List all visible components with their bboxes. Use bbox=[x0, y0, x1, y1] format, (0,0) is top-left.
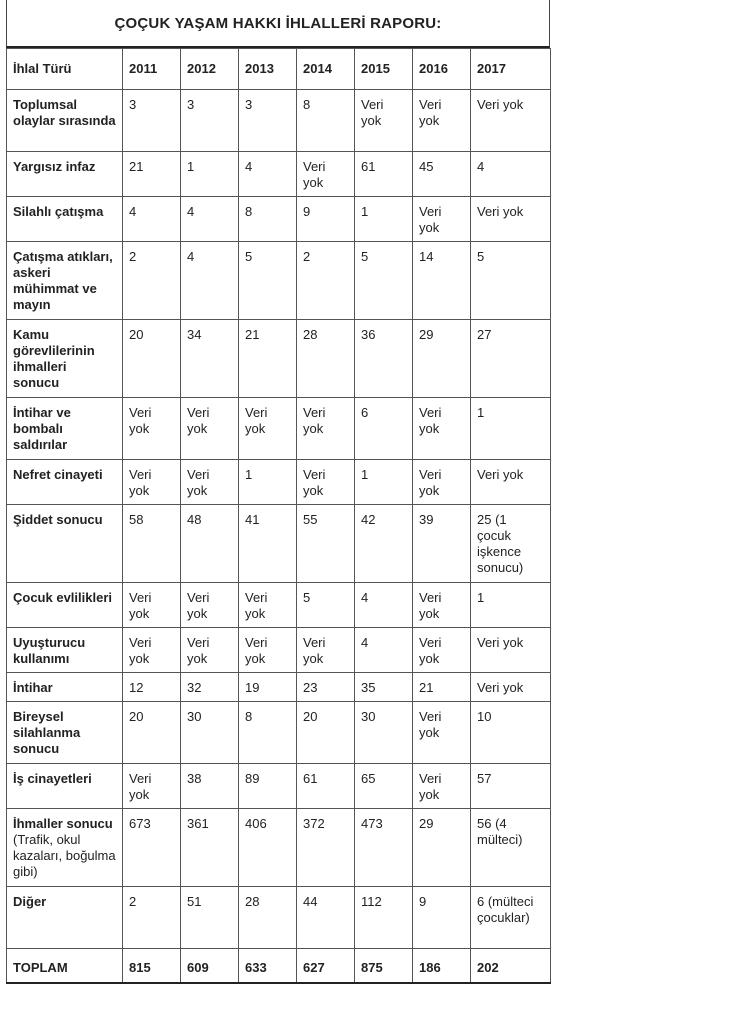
total-cell: 875 bbox=[355, 949, 413, 984]
cell: Veri yok bbox=[181, 460, 239, 505]
total-cell: 609 bbox=[181, 949, 239, 984]
row-label: İntihar ve bombalı saldırılar bbox=[7, 398, 123, 460]
cell: 45 bbox=[413, 152, 471, 197]
report-title: ÇOÇUK YAŞAM HAKKI İHLALLERİ RAPORU: bbox=[6, 0, 550, 48]
cell: 4 bbox=[355, 583, 413, 628]
cell: 6 bbox=[355, 398, 413, 460]
cell: Veri yok bbox=[123, 764, 181, 809]
report bbox=[6, 0, 550, 984]
cell: 361 bbox=[181, 809, 239, 887]
cell: Veri yok bbox=[123, 398, 181, 460]
header-type: İhlal Türü bbox=[7, 49, 123, 90]
table-row bbox=[7, 197, 551, 242]
cell: 44 bbox=[297, 887, 355, 949]
cell: Veri yok bbox=[471, 673, 551, 702]
violations-table bbox=[6, 48, 551, 984]
cell: 5 bbox=[239, 242, 297, 320]
table-row bbox=[7, 809, 551, 887]
table-row bbox=[7, 887, 551, 949]
cell: Veri yok bbox=[123, 583, 181, 628]
cell: 2 bbox=[297, 242, 355, 320]
table-row bbox=[7, 460, 551, 505]
header-year: 2014 bbox=[297, 49, 355, 90]
cell: 61 bbox=[355, 152, 413, 197]
cell: 1 bbox=[471, 398, 551, 460]
cell: Veri yok bbox=[413, 398, 471, 460]
cell: 1 bbox=[471, 583, 551, 628]
total-row bbox=[7, 949, 551, 984]
cell: Veri yok bbox=[297, 460, 355, 505]
cell: 34 bbox=[181, 320, 239, 398]
table-row bbox=[7, 764, 551, 809]
cell: Veri yok bbox=[413, 90, 471, 152]
cell: 4 bbox=[355, 628, 413, 673]
total-cell: 633 bbox=[239, 949, 297, 984]
cell: 6 (mülteci çocuklar) bbox=[471, 887, 551, 949]
row-label: Çocuk evlilikleri bbox=[7, 583, 123, 628]
cell: 14 bbox=[413, 242, 471, 320]
cell: 4 bbox=[123, 197, 181, 242]
cell: 673 bbox=[123, 809, 181, 887]
row-label: Bireysel silahlanma sonucu bbox=[7, 702, 123, 764]
cell: 21 bbox=[123, 152, 181, 197]
cell: 28 bbox=[239, 887, 297, 949]
table-header-row bbox=[7, 49, 551, 90]
row-label: Çatışma atıkları, askeri mühimmat ve mayın bbox=[7, 242, 123, 320]
row-label: Şiddet sonucu bbox=[7, 505, 123, 583]
header-year: 2013 bbox=[239, 49, 297, 90]
cell: 3 bbox=[181, 90, 239, 152]
cell: 1 bbox=[239, 460, 297, 505]
cell: 48 bbox=[181, 505, 239, 583]
cell: 35 bbox=[355, 673, 413, 702]
cell: 57 bbox=[471, 764, 551, 809]
cell: Veri yok bbox=[239, 398, 297, 460]
cell: 41 bbox=[239, 505, 297, 583]
cell: 12 bbox=[123, 673, 181, 702]
cell: Veri yok bbox=[239, 583, 297, 628]
table-row bbox=[7, 398, 551, 460]
cell: Veri yok bbox=[181, 398, 239, 460]
cell: Veri yok bbox=[471, 460, 551, 505]
table-row bbox=[7, 242, 551, 320]
table-row bbox=[7, 702, 551, 764]
total-cell: 627 bbox=[297, 949, 355, 984]
cell: Veri yok bbox=[413, 628, 471, 673]
cell: 21 bbox=[239, 320, 297, 398]
cell: 36 bbox=[355, 320, 413, 398]
row-label: Nefret cinayeti bbox=[7, 460, 123, 505]
header-year: 2016 bbox=[413, 49, 471, 90]
cell: 406 bbox=[239, 809, 297, 887]
cell: 8 bbox=[239, 702, 297, 764]
cell: 2 bbox=[123, 242, 181, 320]
row-label bbox=[7, 809, 123, 887]
total-cell: 815 bbox=[123, 949, 181, 984]
row-label: Kamu görevlilerinin ihmalleri sonucu bbox=[7, 320, 123, 398]
cell: 4 bbox=[239, 152, 297, 197]
cell: 8 bbox=[239, 197, 297, 242]
row-label: Uyuşturucu kullanımı bbox=[7, 628, 123, 673]
cell: Veri yok bbox=[355, 90, 413, 152]
row-label: Yargısız infaz bbox=[7, 152, 123, 197]
header-year: 2015 bbox=[355, 49, 413, 90]
total-label: TOPLAM bbox=[7, 949, 123, 984]
table-row bbox=[7, 505, 551, 583]
row-label: Silahlı çatışma bbox=[7, 197, 123, 242]
cell: Veri yok bbox=[413, 197, 471, 242]
cell: Veri yok bbox=[413, 702, 471, 764]
cell: 1 bbox=[355, 460, 413, 505]
cell: 51 bbox=[181, 887, 239, 949]
cell: 39 bbox=[413, 505, 471, 583]
cell: 19 bbox=[239, 673, 297, 702]
cell: 5 bbox=[355, 242, 413, 320]
cell: 2 bbox=[123, 887, 181, 949]
cell: 32 bbox=[181, 673, 239, 702]
cell: Veri yok bbox=[413, 460, 471, 505]
table-row bbox=[7, 320, 551, 398]
cell: Veri yok bbox=[413, 764, 471, 809]
cell: 55 bbox=[297, 505, 355, 583]
cell: 65 bbox=[355, 764, 413, 809]
cell: 9 bbox=[413, 887, 471, 949]
cell: 20 bbox=[297, 702, 355, 764]
cell: 4 bbox=[181, 197, 239, 242]
table-row bbox=[7, 673, 551, 702]
cell: 29 bbox=[413, 320, 471, 398]
cell: Veri yok bbox=[413, 583, 471, 628]
cell: Veri yok bbox=[297, 152, 355, 197]
cell: 3 bbox=[239, 90, 297, 152]
table-row bbox=[7, 628, 551, 673]
cell: 20 bbox=[123, 702, 181, 764]
cell: 23 bbox=[297, 673, 355, 702]
table-row bbox=[7, 152, 551, 197]
cell: 28 bbox=[297, 320, 355, 398]
cell: Veri yok bbox=[471, 197, 551, 242]
header-year: 2012 bbox=[181, 49, 239, 90]
cell: 1 bbox=[355, 197, 413, 242]
row-label: İş cinayetleri bbox=[7, 764, 123, 809]
cell: 61 bbox=[297, 764, 355, 809]
cell: 8 bbox=[297, 90, 355, 152]
cell: Veri yok bbox=[297, 628, 355, 673]
header-year: 2011 bbox=[123, 49, 181, 90]
cell: 5 bbox=[471, 242, 551, 320]
cell: 58 bbox=[123, 505, 181, 583]
cell: 29 bbox=[413, 809, 471, 887]
cell: Veri yok bbox=[181, 628, 239, 673]
row-label: İntihar bbox=[7, 673, 123, 702]
cell: 9 bbox=[297, 197, 355, 242]
cell: 4 bbox=[181, 242, 239, 320]
cell: 473 bbox=[355, 809, 413, 887]
cell: 27 bbox=[471, 320, 551, 398]
total-cell: 186 bbox=[413, 949, 471, 984]
cell: Veri yok bbox=[123, 460, 181, 505]
row-label-main: İhmaller sonucu bbox=[13, 816, 113, 831]
cell: Veri yok bbox=[471, 90, 551, 152]
header-year: 2017 bbox=[471, 49, 551, 90]
cell: 20 bbox=[123, 320, 181, 398]
cell: 372 bbox=[297, 809, 355, 887]
cell: Veri yok bbox=[181, 583, 239, 628]
cell: 25 (1 çocuk işkence sonucu) bbox=[471, 505, 551, 583]
cell: 5 bbox=[297, 583, 355, 628]
cell: 42 bbox=[355, 505, 413, 583]
cell: 1 bbox=[181, 152, 239, 197]
cell: 112 bbox=[355, 887, 413, 949]
cell: 30 bbox=[355, 702, 413, 764]
row-label: Diğer bbox=[7, 887, 123, 949]
cell: Veri yok bbox=[297, 398, 355, 460]
cell: 3 bbox=[123, 90, 181, 152]
cell: 56 (4 mülteci) bbox=[471, 809, 551, 887]
table-row bbox=[7, 90, 551, 152]
cell: 4 bbox=[471, 152, 551, 197]
total-cell: 202 bbox=[471, 949, 551, 984]
cell: Veri yok bbox=[239, 628, 297, 673]
cell: 89 bbox=[239, 764, 297, 809]
row-label-note: (Trafik, okul kazaları, boğulma gibi) bbox=[13, 832, 116, 879]
cell: 10 bbox=[471, 702, 551, 764]
cell: 38 bbox=[181, 764, 239, 809]
cell: Veri yok bbox=[123, 628, 181, 673]
cell: Veri yok bbox=[471, 628, 551, 673]
row-label: Toplumsal olaylar sırasında bbox=[7, 90, 123, 152]
table-row bbox=[7, 583, 551, 628]
cell: 30 bbox=[181, 702, 239, 764]
cell: 21 bbox=[413, 673, 471, 702]
